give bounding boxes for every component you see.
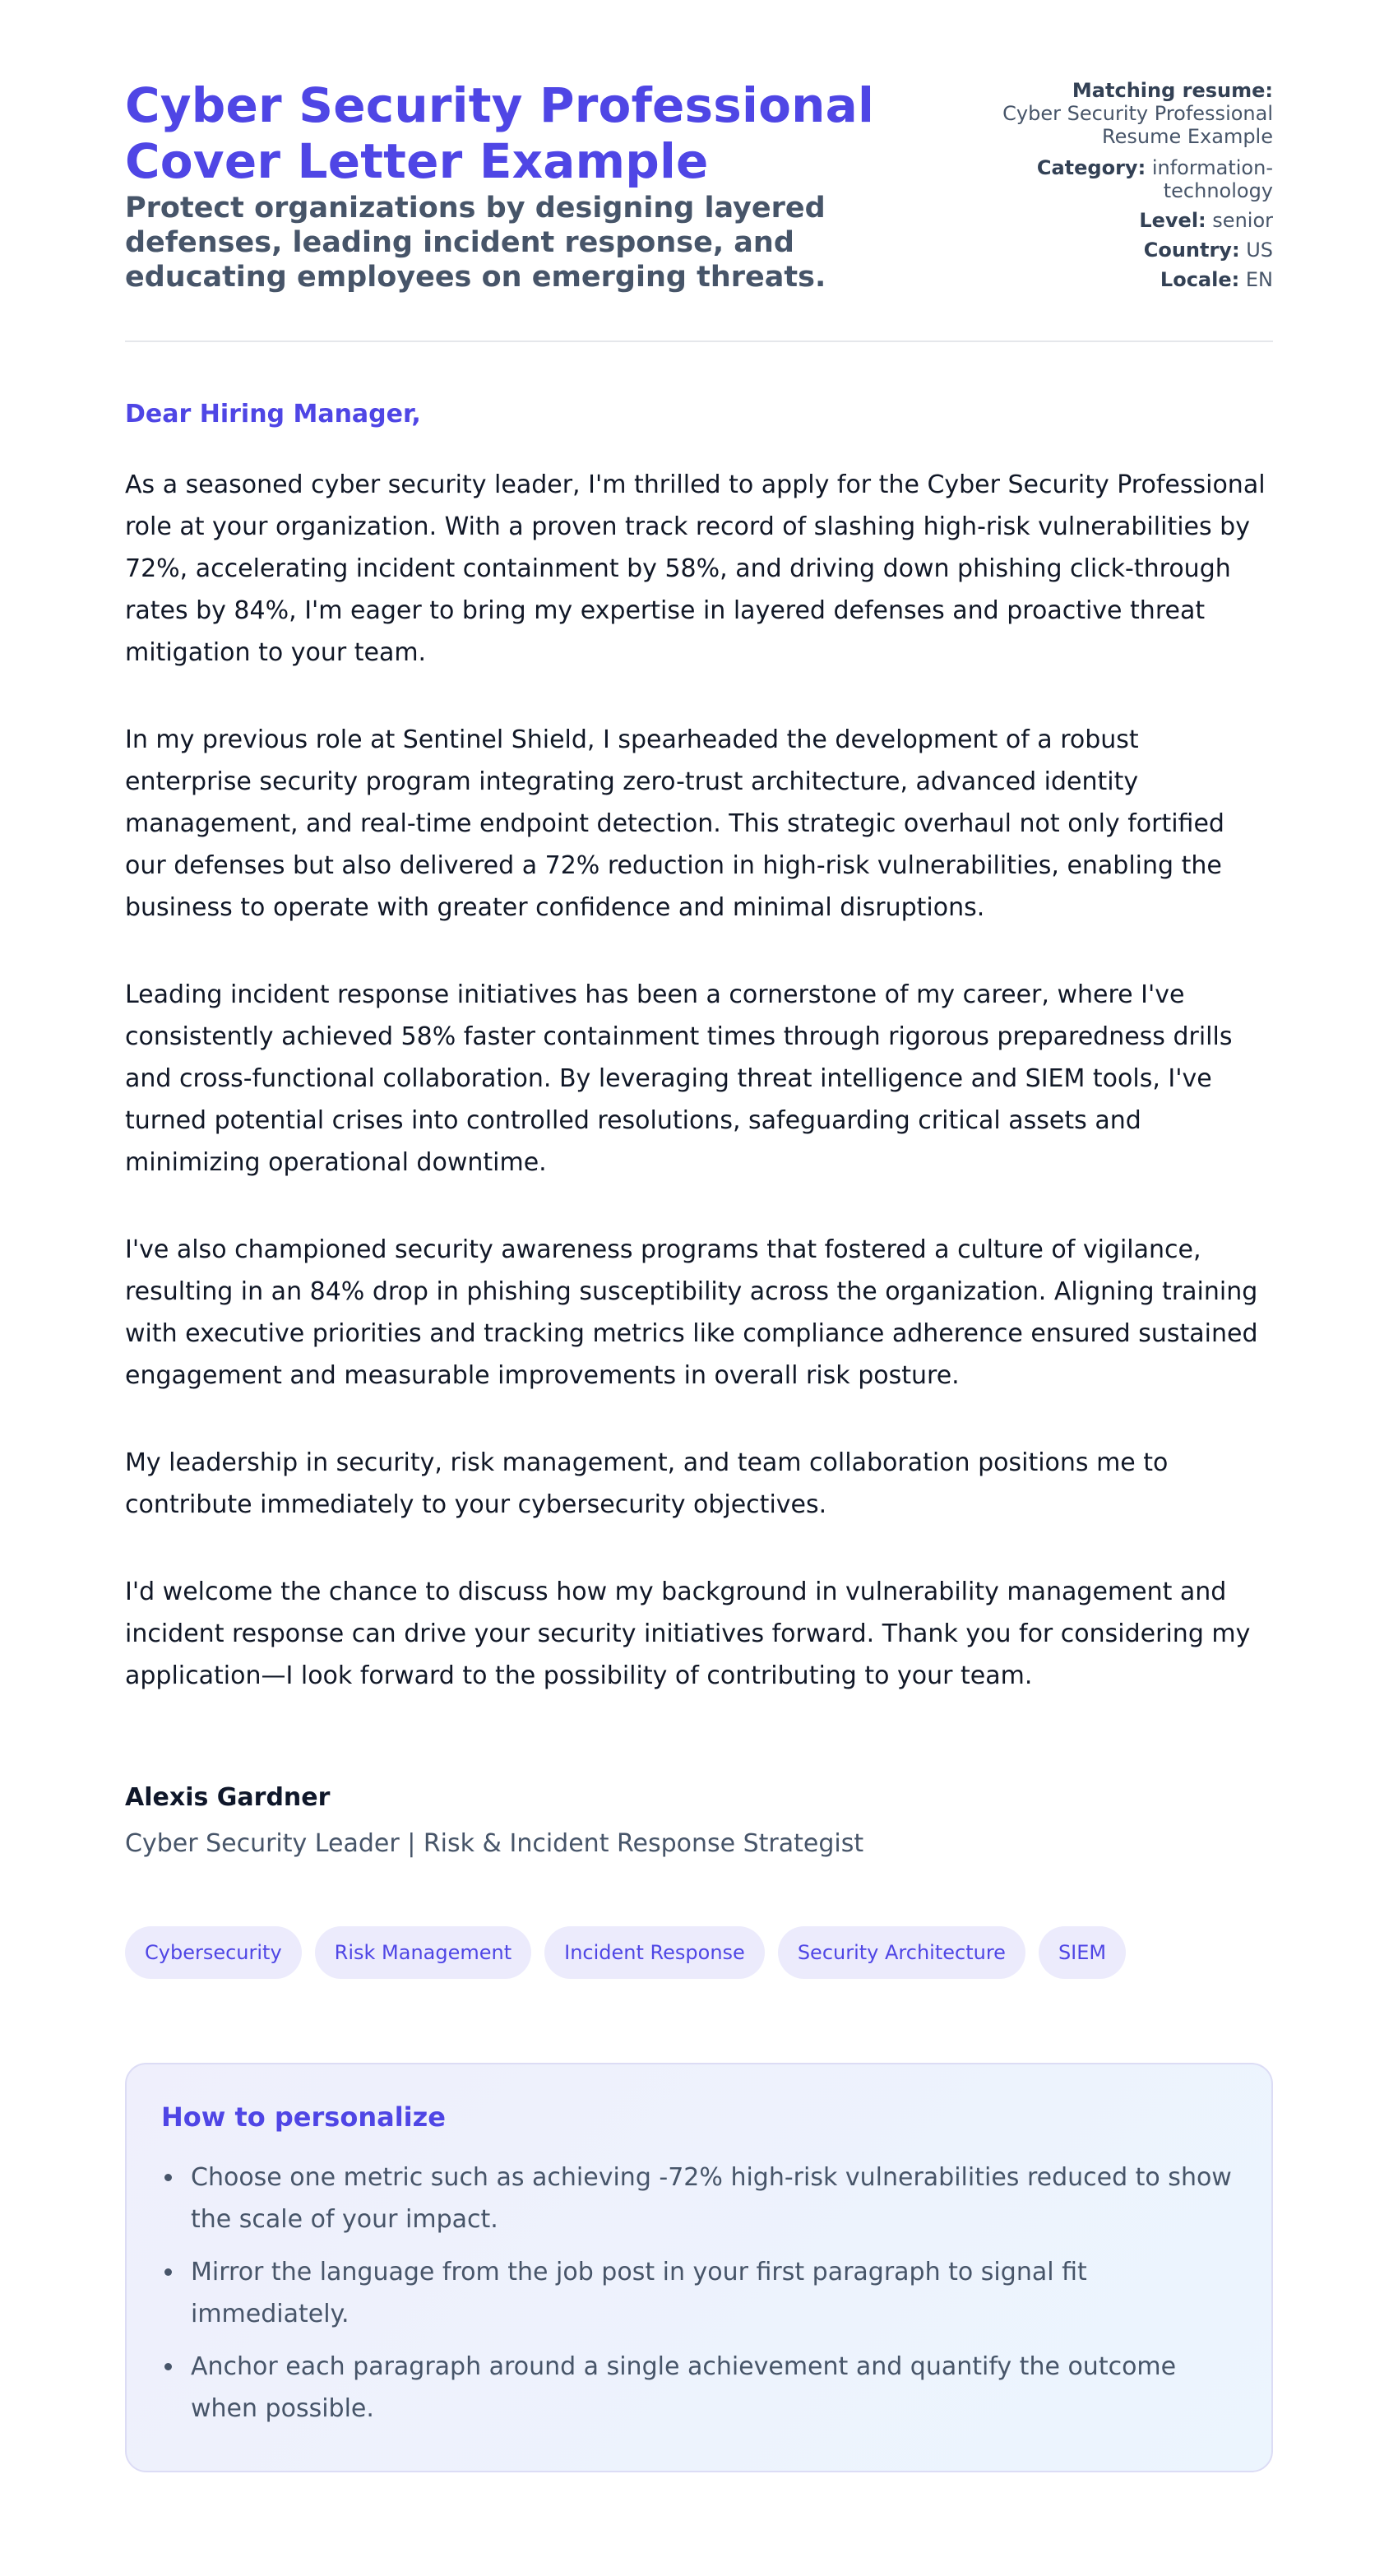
meta-value: US [1246, 239, 1273, 262]
salutation: Dear Hiring Manager, [125, 400, 421, 429]
meta-label: Category: [1036, 156, 1146, 179]
letter-paragraph: I'd welcome the chance to discuss how my background in vulnerability management and incident response can drive your security initiatives forward. Thank you for considering my application—I look forward to the possibility of contributing to your team. [125, 1578, 1251, 1690]
meta-value: senior [1212, 209, 1273, 232]
meta-locale [1002, 268, 1273, 291]
letter-paragraph: In my previous role at Sentinel Shield, I spearheaded the development of a robust enterprise security program integrating zero-trust architecture, advanced identity management, and real-time endpoint detection. This strategic overhaul not only fortified our defenses but also delivered a 72% reduction in high-risk vulnerabilities, enabling the business to operate with greater confidence and minimal disruptions. [125, 725, 1224, 922]
meta-label: Country: [1143, 239, 1240, 262]
bullet-icon [164, 2268, 172, 2276]
meta-value: information-technology [1151, 156, 1273, 202]
tag-cybersecurity[interactable]: Cybersecurity [125, 1926, 302, 1979]
signature-title: Cyber Security Leader | Risk & Incident Response Strategist [125, 1829, 864, 1858]
meta-label: Locale: [1160, 268, 1240, 291]
matching-resume-link[interactable]: Cyber Security Professional Resume Example [1002, 102, 1273, 148]
meta-label: Level: [1139, 209, 1206, 232]
tip-item [161, 2251, 1237, 2335]
tag-risk-management[interactable]: Risk Management [315, 1926, 531, 1979]
meta-country [1002, 239, 1273, 262]
bullet-icon [164, 2363, 172, 2370]
header-titles [125, 77, 882, 294]
letter-paragraph: Leading incident response initiatives has been a cornerstone of my career, where I've consistently achieved 58% faster containment times through rigorous preparedness drills and cross-functional collaboration. By leveraging threat intelligence and SIEM tools, I've turned potential crises into controlled resolutions, safeguarding critical assets and minimizing operational downtime. [125, 980, 1233, 1177]
tip-text: Mirror the language from the job post in your first paragraph to signal fit immediately. [191, 2258, 1087, 2328]
meta-label: Matching resume: [1072, 79, 1273, 102]
letter-paragraph: I've also championed security awareness programs that fostered a culture of vigilance, resulting in an 84% drop in phishing susceptibility across the organization. Aligning training with executive priorities and tracking metrics like compliance adherence ensured sustained engagement and measurable improvements in overall risk posture. [125, 1235, 1258, 1390]
tip-item [161, 2157, 1237, 2240]
bullet-icon [164, 2174, 172, 2181]
tip-item [161, 2346, 1237, 2430]
page-header [125, 77, 1273, 342]
tag-siem[interactable]: SIEM [1039, 1926, 1126, 1979]
letter-body [125, 400, 1273, 1859]
letter-paragraph: As a seasoned cyber security leader, I'm thrilled to apply for the Cyber Security Professional role at your organization. With a proven track record of slashing high-risk vulnerabilities by 72%, accelerating incident containment by 58%, and driving down phishing click-through rates by 84%, I'm eager to bring my expertise in layered defenses and proactive threat mitigation to your team. [125, 470, 1266, 667]
meta-category [1002, 156, 1273, 202]
tip-text: Choose one metric such as achieving -72% high-risk vulnerabilities reduced to show the scale of your impact. [191, 2163, 1232, 2234]
signature-block [125, 1783, 1273, 1859]
signature-name: Alexis Gardner [125, 1783, 331, 1812]
tips-title: How to personalize [161, 2101, 446, 2133]
page-subtitle: Protect organizations by designing layered defenses, leading incident response, and educating employees on emerging threats. [125, 192, 826, 294]
meta-level [1002, 209, 1273, 232]
tag-security-architecture[interactable]: Security Architecture [778, 1926, 1025, 1979]
meta-matching-resume [1002, 79, 1273, 148]
meta-panel [1002, 77, 1273, 298]
tips-list [161, 2157, 1237, 2430]
skill-tags [125, 1926, 1273, 1979]
tag-incident-response[interactable]: Incident Response [544, 1926, 765, 1979]
personalize-tips-box [125, 2063, 1273, 2472]
letter-paragraphs [125, 464, 1273, 1697]
meta-value: EN [1245, 268, 1273, 291]
letter-paragraph: My leadership in security, risk management, and team collaboration positions me to contribute immediately to your cybersecurity objectives. [125, 1448, 1169, 1519]
page-title: Cyber Security Professional Cover Letter Example [125, 77, 875, 189]
tip-text: Anchor each paragraph around a single achievement and quantify the outcome when possible. [191, 2352, 1177, 2423]
